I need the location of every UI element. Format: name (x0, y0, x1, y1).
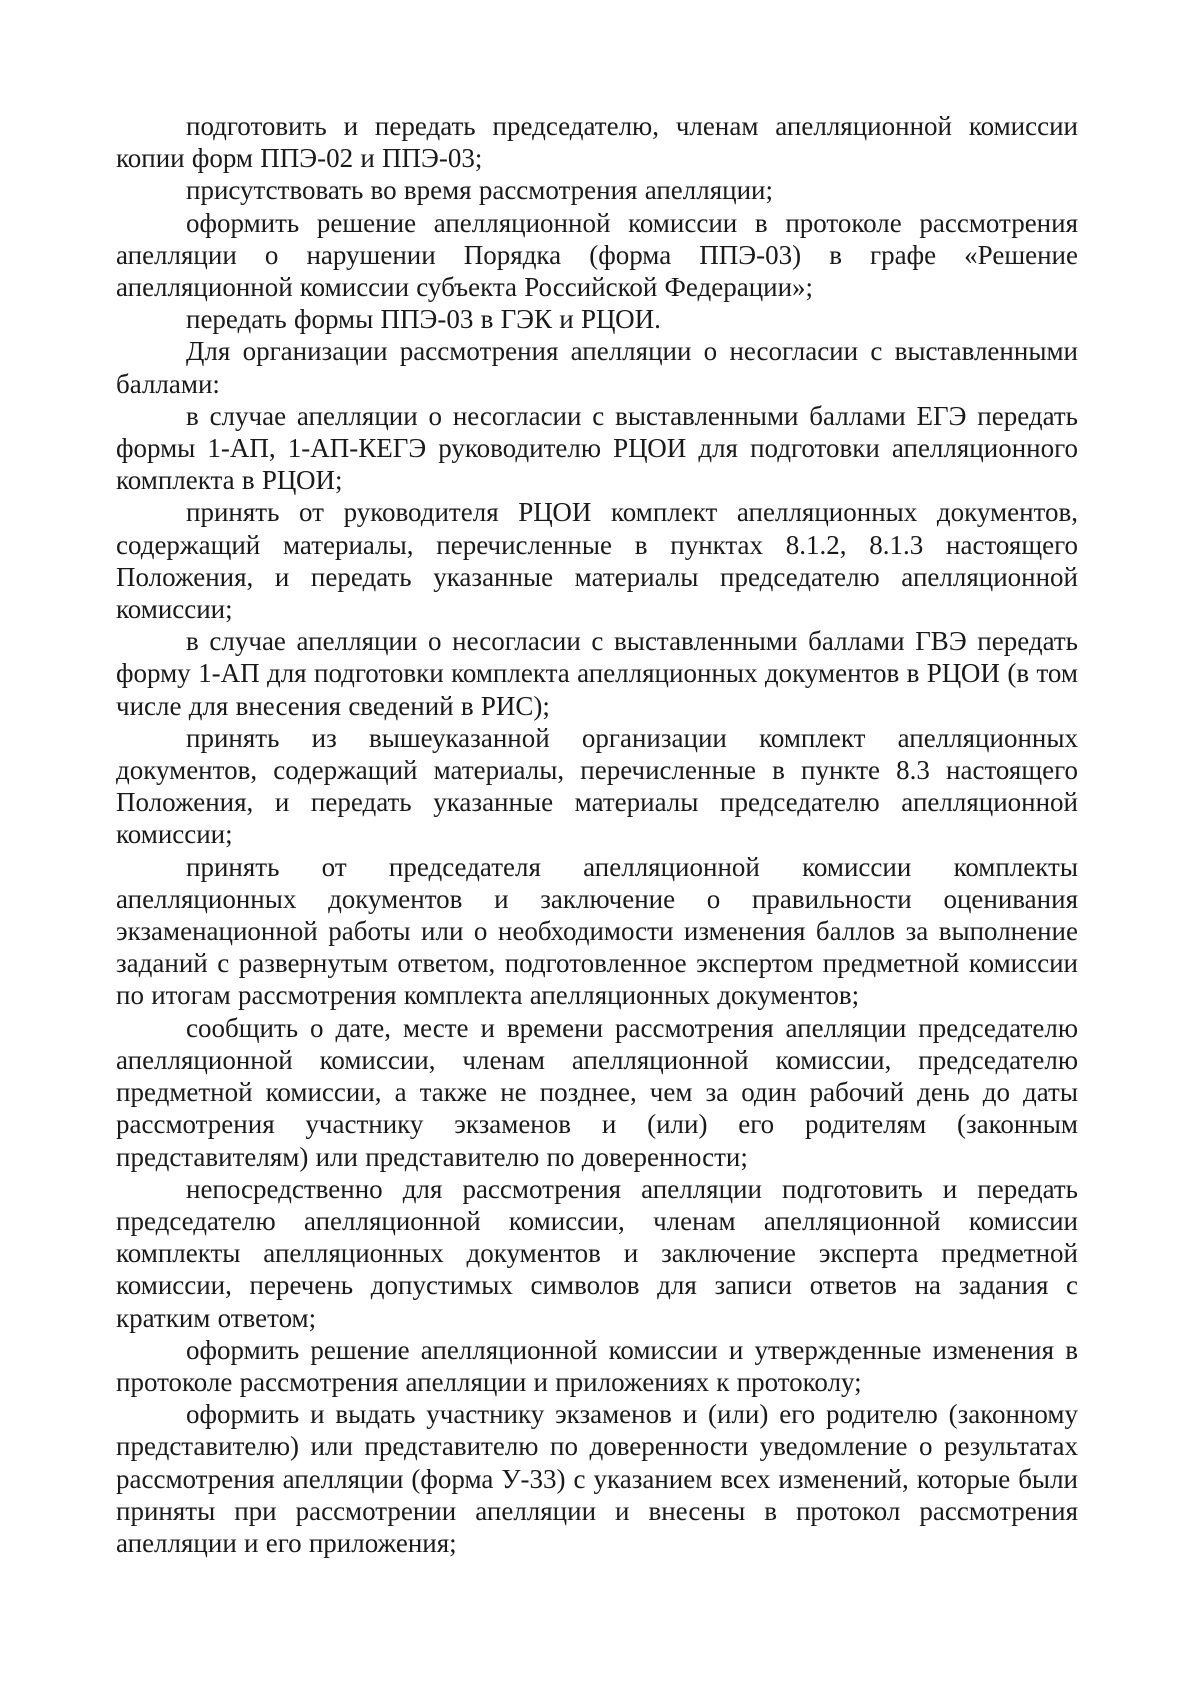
paragraph: оформить и выдать участнику экзаменов и (или) его родителю (законному представителю) или представителю по доверенности уведомление о результатах рассмотрения апелляции (форма У-33) с указанием всех изменений, которые были приняты при рассмотрении апелляции и внесены в протокол рассмотрения апелляции и его приложения; (116, 1399, 1078, 1558)
paragraph: оформить решение апелляционной комиссии в протоколе рассмотрения апелляции о нарушении Порядка (форма ППЭ-03) в графе «Решение апелляционной комиссии субъекта Российской Федерации»; (116, 207, 1078, 303)
paragraph: в случае апелляции о несогласии с выставленными баллами ГВЭ передать форму 1-АП для подготовки комплекта апелляционных документов в РЦОИ (в том числе для внесения сведений в РИС); (116, 626, 1078, 721)
paragraph: принять от руководителя РЦОИ комплект апелляционных документов, содержащий материалы, перечисленные в пунктах 8.1.2, 8.1.3 настоящего Положения, и передать указанные материалы председателю апелляционной комиссии; (116, 497, 1078, 625)
paragraph: оформить решение апелляционной комиссии и утвержденные изменения в протоколе рассмотрения апелляции и приложениях к протоколу; (116, 1334, 1078, 1397)
paragraph: передать формы ППЭ-03 в ГЭК и РЦОИ. (186, 304, 661, 335)
paragraph: непосредственно для рассмотрения апелляции подготовить и передать председателю апелляционной комиссии, членам апелляционной комиссии комплекты апелляционных документов и заключение эксперта предметной комиссии, перечень допустимых символов для записи ответов на задания с кратким ответом; (116, 1173, 1078, 1333)
paragraph: Для организации рассмотрения апелляции о несогласии с выставленными баллами: (116, 336, 1078, 399)
paragraph: присутствовать во время рассмотрения апелляции; (186, 175, 773, 206)
paragraph: сообщить о дате, месте и времени рассмотрения апелляции председателю апелляционной комиссии, членам апелляционной комиссии, председателю предметной комиссии, а также не позднее, чем за один рабочий день до даты рассмотрения участнику экзаменов и (или) его родителям (законным представителям) или представителю по доверенности; (116, 1012, 1078, 1172)
document-page (116, 110, 1078, 1559)
paragraph: в случае апелляции о несогласии с выставленными баллами ЕГЭ передать формы 1-АП, 1-АП-КЕГЭ руководителю РЦОИ для подготовки апелляционного комплекта в РЦОИ; (116, 400, 1078, 496)
paragraph: принять из вышеуказанной организации комплект апелляционных документов, содержащий материалы, перечисленные в пункте 8.3 настоящего Положения, и передать указанные материалы председателю апелляционной комиссии; (116, 722, 1078, 850)
paragraph: подготовить и передать председателю, членам апелляционной комиссии копии форм ППЭ-02 и ППЭ-03; (116, 111, 1078, 174)
paragraph: принять от председателя апелляционной комиссии комплекты апелляционных документов и заключение о правильности оценивания экзаменационной работы или о необходимости изменения баллов за выполнение заданий с развернутым ответом, подготовленное экспертом предметной комиссии по итогам рассмотрения комплекта апелляционных документов; (116, 851, 1078, 1011)
